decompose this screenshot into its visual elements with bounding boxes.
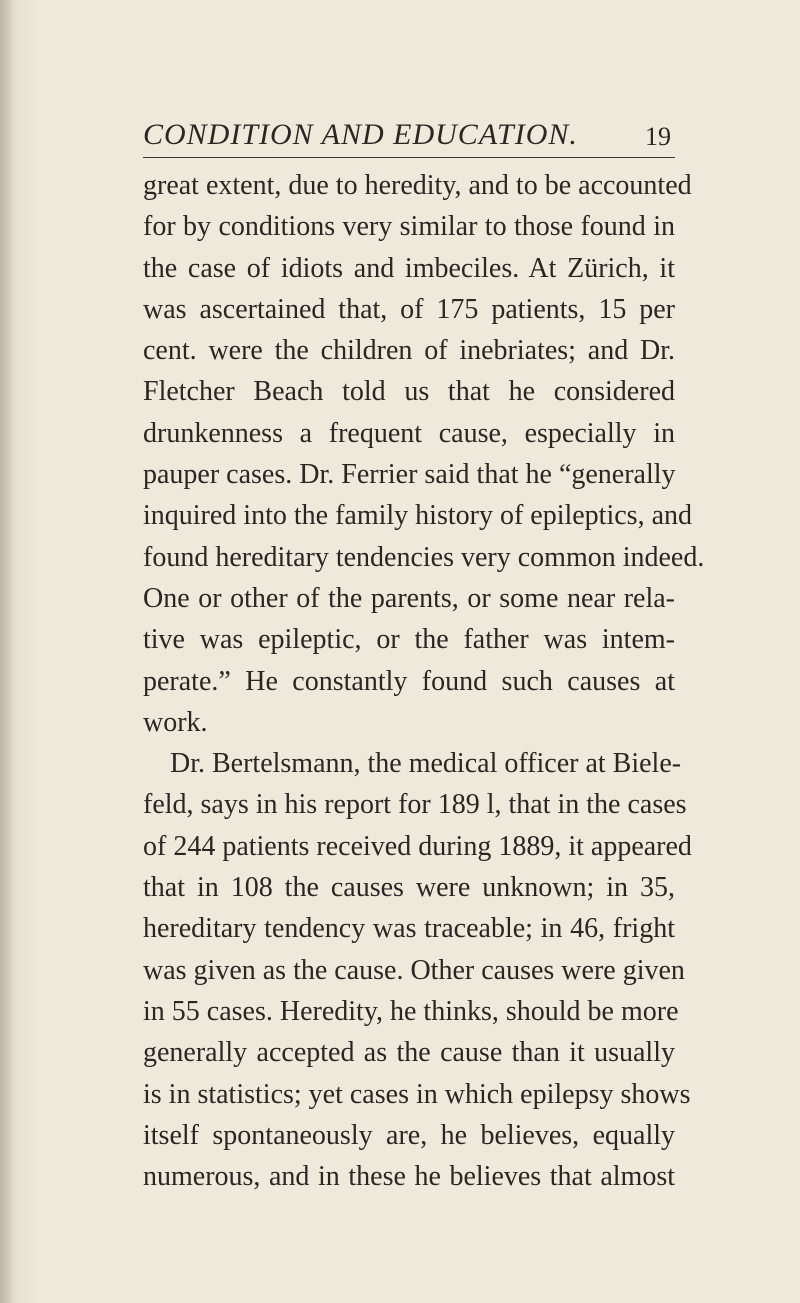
text-line: the case of idiots and imbeciles. At Zürich, it	[143, 252, 675, 284]
text-line: of 244 patients received during 1889, it appeared	[143, 830, 692, 862]
text-line: feld, says in his report for 189 l, that in the cases	[143, 789, 687, 821]
text-line: great extent, due to heredity, and to be accounted	[143, 170, 692, 201]
text-line: One or other of the parents, or some near rela-	[143, 582, 675, 614]
text-line: is in statistics; yet cases in which epilepsy shows	[143, 1078, 691, 1110]
text-line: work.	[143, 706, 208, 738]
text-line: found hereditary tendencies very common indeed.	[143, 541, 705, 573]
text-line: was ascertained that, of 175 patients, 15 per	[143, 293, 675, 325]
text-line: for by conditions very similar to those found in	[143, 211, 675, 243]
spine-shadow	[0, 0, 14, 1303]
text-line: Fletcher Beach told us that he considered	[143, 376, 675, 408]
text-line: generally accepted as the cause than it usually	[143, 1037, 675, 1069]
paragraph-1	[143, 165, 705, 743]
text-line: Dr. Bertelsmann, the medical officer at Biele-	[170, 748, 682, 780]
body-text	[143, 165, 705, 1197]
text-line: in 55 cases. Heredity, he thinks, should be more	[143, 995, 679, 1027]
text-line: pauper cases. Dr. Ferrier said that he “generally	[143, 459, 676, 491]
text-line: drunkenness a frequent cause, especially in	[143, 417, 675, 449]
text-line: inquired into the family history of epileptics, and	[143, 500, 692, 532]
text-line: numerous, and in these he believes that almost	[143, 1161, 675, 1193]
text-line: tive was epileptic, or the father was intem-	[143, 624, 675, 656]
text-line: itself spontaneously are, he believes, equally	[143, 1119, 675, 1151]
page-number: 19	[645, 122, 671, 151]
text-line: perate.” He constantly found such causes at	[143, 665, 675, 697]
running-title: CONDITION AND EDUCATION.	[143, 118, 578, 151]
text-line: was given as the cause. Other causes were given	[143, 954, 685, 986]
header-rule	[143, 157, 675, 158]
text-line: cent. were the children of inebriates; and Dr.	[143, 335, 675, 367]
text-line: that in 108 the causes were unknown; in 35,	[143, 872, 675, 904]
running-head	[143, 118, 683, 158]
text-line: hereditary tendency was traceable; in 46, fright	[143, 913, 675, 945]
paragraph-2	[143, 743, 692, 1197]
